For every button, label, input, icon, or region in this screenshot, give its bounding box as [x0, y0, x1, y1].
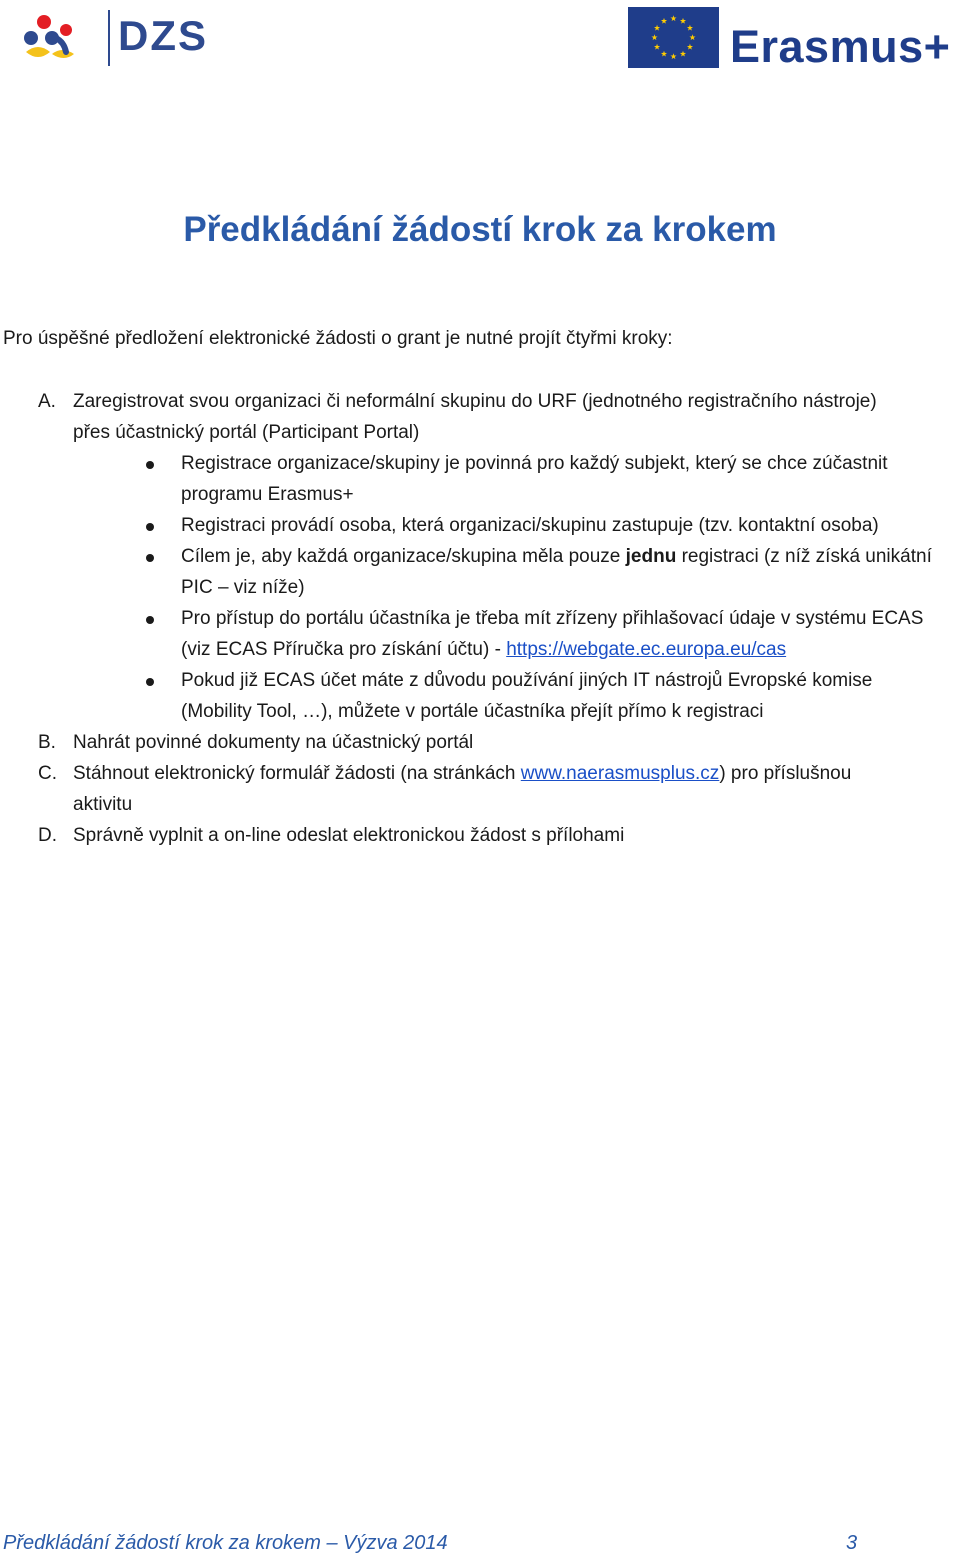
bullet-dot — [146, 616, 154, 624]
dzs-logo-divider — [108, 10, 110, 66]
step-d-letter: D. — [38, 825, 57, 846]
bullet-3-line-1 — [181, 546, 932, 568]
step-a-text-line-2: přes účastnický portál (Participant Portal) — [73, 422, 420, 443]
erasmus-plus-logo — [628, 7, 951, 72]
dzs-logo — [22, 8, 208, 70]
bullet-1-line-2: programu Erasmus+ — [181, 484, 354, 505]
eu-flag-icon — [628, 7, 719, 68]
page-number: 3 — [846, 1532, 858, 1554]
bullet-4-line-1: Pro přístup do portálu účastníka je třeba mít zřízeny přihlašovací údaje v systému ECAS — [181, 608, 924, 629]
bullet-3-bold-word: jednu — [625, 546, 677, 567]
step-a-text-line-1: Zaregistrovat svou organizaci či neformální skupinu do URF (jednotného registračního nástroje) — [73, 391, 877, 412]
page-footer: Předkládání žádostí krok za krokem – Výzva 2014 — [3, 1532, 448, 1554]
step-c-text-pre: Stáhnout elektronický formulář žádosti (na stránkách — [73, 763, 521, 784]
dzs-logo-mark-icon — [22, 8, 84, 70]
bullet-dot — [146, 554, 154, 562]
naerasmusplus-link[interactable]: www.naerasmusplus.cz — [520, 763, 720, 784]
bullet-5-line-1: Pokud již ECAS účet máte z důvodu používání jiných IT nástrojů Evropské komise — [181, 670, 873, 691]
bullet-4-text-pre: (viz ECAS Příručka pro získání účtu) - — [181, 639, 507, 660]
step-c-line-1 — [73, 763, 851, 785]
bullet-4-line-2 — [181, 639, 786, 661]
bullet-1-line-1: Registrace organizace/skupiny je povinná pro každý subjekt, který se chce zúčastnit — [181, 453, 888, 474]
dzs-logo-text: DZS — [118, 12, 208, 59]
step-a-letter: A. — [38, 391, 56, 412]
step-d-text: Správně vyplnit a on-line odeslat elektronickou žádost s přílohami — [73, 825, 625, 846]
bullet-2-line-1: Registraci provádí osoba, která organizaci/skupinu zastupuje (tzv. kontaktní osoba) — [181, 515, 879, 536]
page-title: Předkládání žádostí krok za krokem — [183, 210, 777, 249]
step-c-line-2: aktivitu — [73, 794, 133, 815]
bullet-5-line-2: (Mobility Tool, …), můžete v portále účastníka přejít přímo k registraci — [181, 701, 764, 722]
bullet-3-text-pre: Cílem je, aby každá organizace/skupina měla pouze — [181, 546, 626, 567]
intro-paragraph: Pro úspěšné předložení elektronické žádosti o grant je nutné projít čtyřmi kroky: — [3, 328, 673, 349]
step-c-letter: C. — [38, 763, 57, 784]
bullet-3-line-2: PIC – viz níže) — [181, 577, 305, 598]
bullet-dot — [146, 678, 154, 686]
erasmus-plus-logo-text: Erasmus+ — [730, 21, 951, 72]
bullet-3-text-post: registraci (z níž získá unikátní — [676, 546, 932, 567]
step-b-text: Nahrát povinné dokumenty na účastnický portál — [73, 732, 474, 753]
bullet-dot — [146, 461, 154, 469]
ecas-link[interactable]: https://webgate.ec.europa.eu/cas — [506, 639, 787, 660]
step-c-text-post: ) pro příslušnou — [719, 763, 852, 784]
step-b-letter: B. — [38, 732, 56, 753]
bullet-dot — [146, 523, 154, 531]
